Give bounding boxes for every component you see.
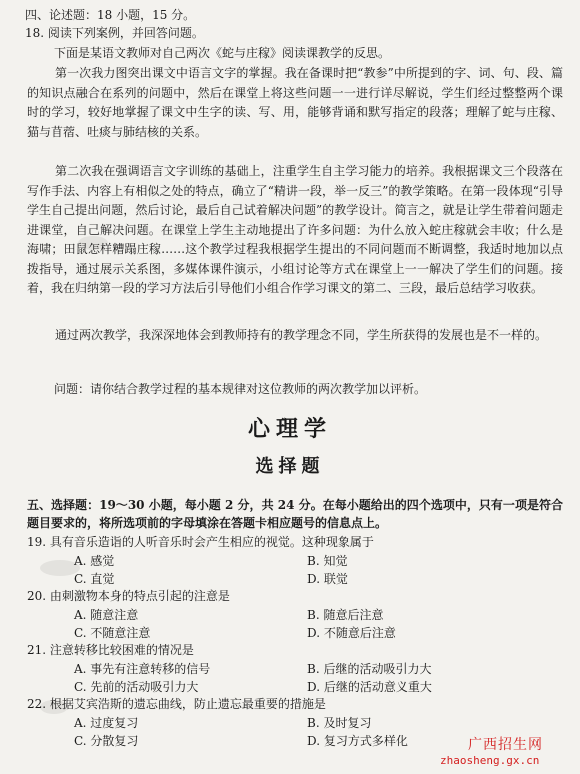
case-question: 问题：请你结合教学过程的基本规律对这位教师的两次教学加以评析。 — [54, 382, 427, 396]
question-21-option-d: D. 后继的活动意义重大 — [307, 680, 432, 694]
question-21-option-b: B. 后继的活动吸引力大 — [307, 662, 432, 676]
question-18-stem: 18. 阅读下列案例，并回答问题。 — [25, 26, 204, 40]
question-19-option-d: D. 联觉 — [307, 572, 348, 586]
question-22-option-c: C. 分散复习 — [74, 734, 139, 748]
question-22-option-a: A. 过度复习 — [74, 716, 139, 730]
question-19-option-a: A. 感觉 — [74, 554, 115, 568]
question-21-option-a: A. 事先有注意转移的信号 — [74, 662, 211, 676]
case-paragraph-1: 第一次我力图突出课文中语言文字的掌握。我在备课时把“教参”中所提到的字、词、句、段、篇的知识点融合在系列的问题中，然后在课堂上将这些问题一一进行详尽解说，学生们经过整整两个课时的学习，较好地掌握了课文中生字的读、写、用，能够背诵和默写指定的段落；理解了蛇与庄稼、猫与苜蓿、吐痰与肺结核的关系。 — [27, 66, 563, 139]
section-title: 选择题 — [255, 456, 325, 477]
question-22-option-b: B. 及时复习 — [307, 716, 372, 730]
question-20-option-b: B. 随意后注意 — [307, 608, 384, 622]
case-title: 下面是某语文教师对自己两次《蛇与庄稼》阅读课教学的反思。 — [54, 46, 391, 60]
section-heading: 四、论述题：18 小题，15 分。 — [25, 8, 196, 22]
question-22-option-d: D. 复习方式多样化 — [307, 734, 408, 748]
case-paragraph-3: 通过两次教学，我深深地体会到教师持有的教学理念不同，学生所获得的发展也是不一样的。 — [55, 328, 548, 342]
question-20-stem: 20. 由刺激物本身的特点引起的注意是 — [27, 589, 230, 603]
question-20-option-a: A. 随意注意 — [74, 608, 139, 622]
subject-title: 心理学 — [247, 416, 332, 442]
watermark-site-name: 广西招生网 — [468, 737, 543, 753]
question-20-option-c: C. 不随意注意 — [74, 626, 151, 640]
case-paragraph-2: 第二次我在强调语言文字训练的基础上，注重学生自主学习能力的培养。我根据课文三个段落在写作手法、内容上有相似之处的特点，确立了“精讲一段，举一反三”的教学策略。在第一段体现“引导学生自己提出问题，然后讨论，最后自己试着解决问题”的教学设计。简言之，就是让学生带着问题走进课堂，自己解决问题。在课堂上学生主动地提出了许多问题：为什么放入蛇庄稼就会丰收；什么是海啸；田鼠怎样糟蹋庄稼……这个教学过程我根据学生提出的不同问题而不断调整，我适时地加以点拨指导，通过展示关系图，多媒体课件演示，小组讨论等方式在课堂上一一解决了学生们的问题。接着，我在归纳第一段的学习方法后引导他们小组合作学习课文的第二、三段，最后总结学习收获。 — [27, 164, 563, 295]
question-21-option-c: C. 先前的活动吸引力大 — [74, 680, 199, 694]
watermark-url: zhaosheng.gx.cn — [440, 754, 540, 767]
question-22-stem: 22. 根据艾宾浩斯的遗忘曲线，防止遗忘最重要的措施是 — [27, 697, 326, 711]
question-19-option-c: C. 直觉 — [74, 572, 115, 586]
question-19-option-b: B. 知觉 — [307, 554, 348, 568]
question-20-option-d: D. 不随意后注意 — [307, 626, 396, 640]
question-21-stem: 21. 注意转移比较困难的情况是 — [27, 643, 194, 657]
choice-instruction: 五、选择题：19～30 小题，每小题 2 分，共 24 分。在每小题给出的四个选项中，只有一项是符合题目要求的，将所选项前的字母填涂在答题卡相应题号的信息点上。 — [27, 498, 563, 530]
question-19-stem: 19. 具有音乐造诣的人听音乐时会产生相应的视觉。这种现象属于 — [27, 535, 374, 549]
